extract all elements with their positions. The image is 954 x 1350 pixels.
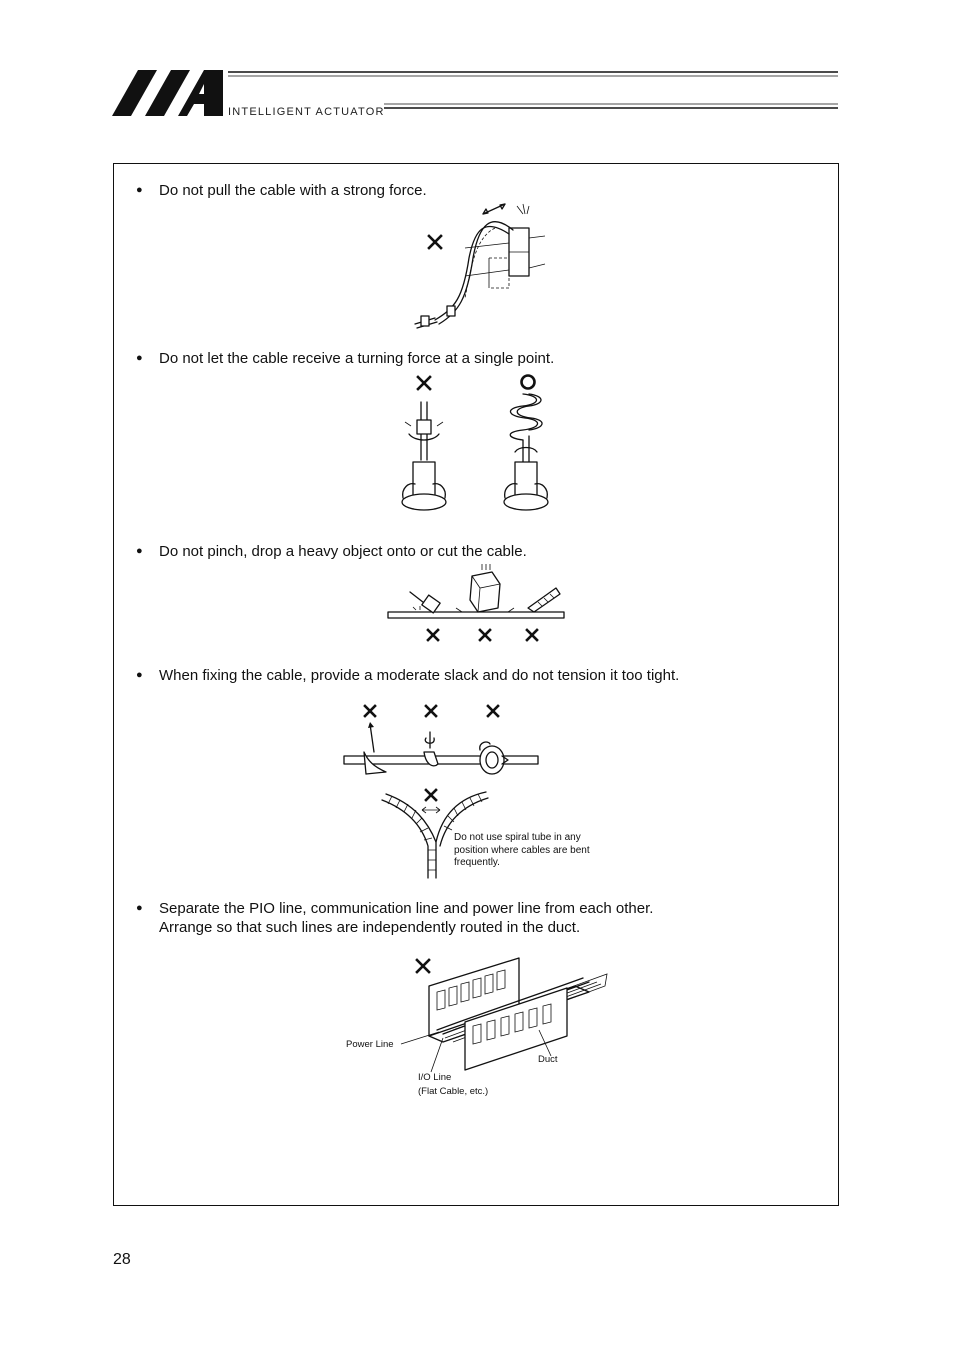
turning-force-illustration	[395, 370, 565, 520]
pull-cable-illustration	[405, 198, 555, 333]
bullet-dot: ●	[136, 184, 143, 196]
power-line-label: Power Line	[346, 1039, 394, 1050]
io-line-sublabel: (Flat Cable, etc.)	[418, 1086, 489, 1097]
spiral-tube-note-line: position where cables are bent	[454, 844, 590, 856]
duct-illustration	[345, 952, 615, 1072]
bullet-text: Do not pinch, drop a heavy object onto or cut the cable.	[159, 543, 527, 560]
spiral-tube-note-line: Do not use spiral tube in any	[454, 832, 581, 843]
page-number: 28	[113, 1251, 131, 1268]
bullet-dot: ●	[136, 902, 143, 914]
header-rule-lines	[226, 71, 840, 111]
bullet-text: Do not let the cable receive a turning force at a single point.	[159, 350, 555, 367]
spiral-tube-note	[454, 832, 590, 870]
bullet-text: Separate the PIO line, communication line and power line from each other.	[159, 900, 654, 917]
spiral-tube-note-line: frequently.	[454, 857, 500, 868]
bullet-dot: ●	[136, 669, 143, 681]
bullet-dot: ●	[136, 545, 143, 557]
bullet-text: Arrange so that such lines are independently routed in the duct.	[159, 919, 581, 936]
brand-name: INTELLIGENT ACTUATOR	[228, 106, 385, 118]
bullet-text: When fixing the cable, provide a moderate slack and do not tension it too tight.	[159, 667, 680, 684]
bullet-dot: ●	[136, 352, 143, 364]
iai-logo	[112, 70, 227, 118]
bullet-text: Do not pull the cable with a strong force.	[159, 182, 427, 199]
io-line-label: I/O Line	[418, 1072, 452, 1083]
duct-label: Duct	[538, 1054, 558, 1065]
cable-fixing-illustration	[342, 702, 547, 782]
pinch-drop-cut-illustration	[388, 562, 568, 644]
